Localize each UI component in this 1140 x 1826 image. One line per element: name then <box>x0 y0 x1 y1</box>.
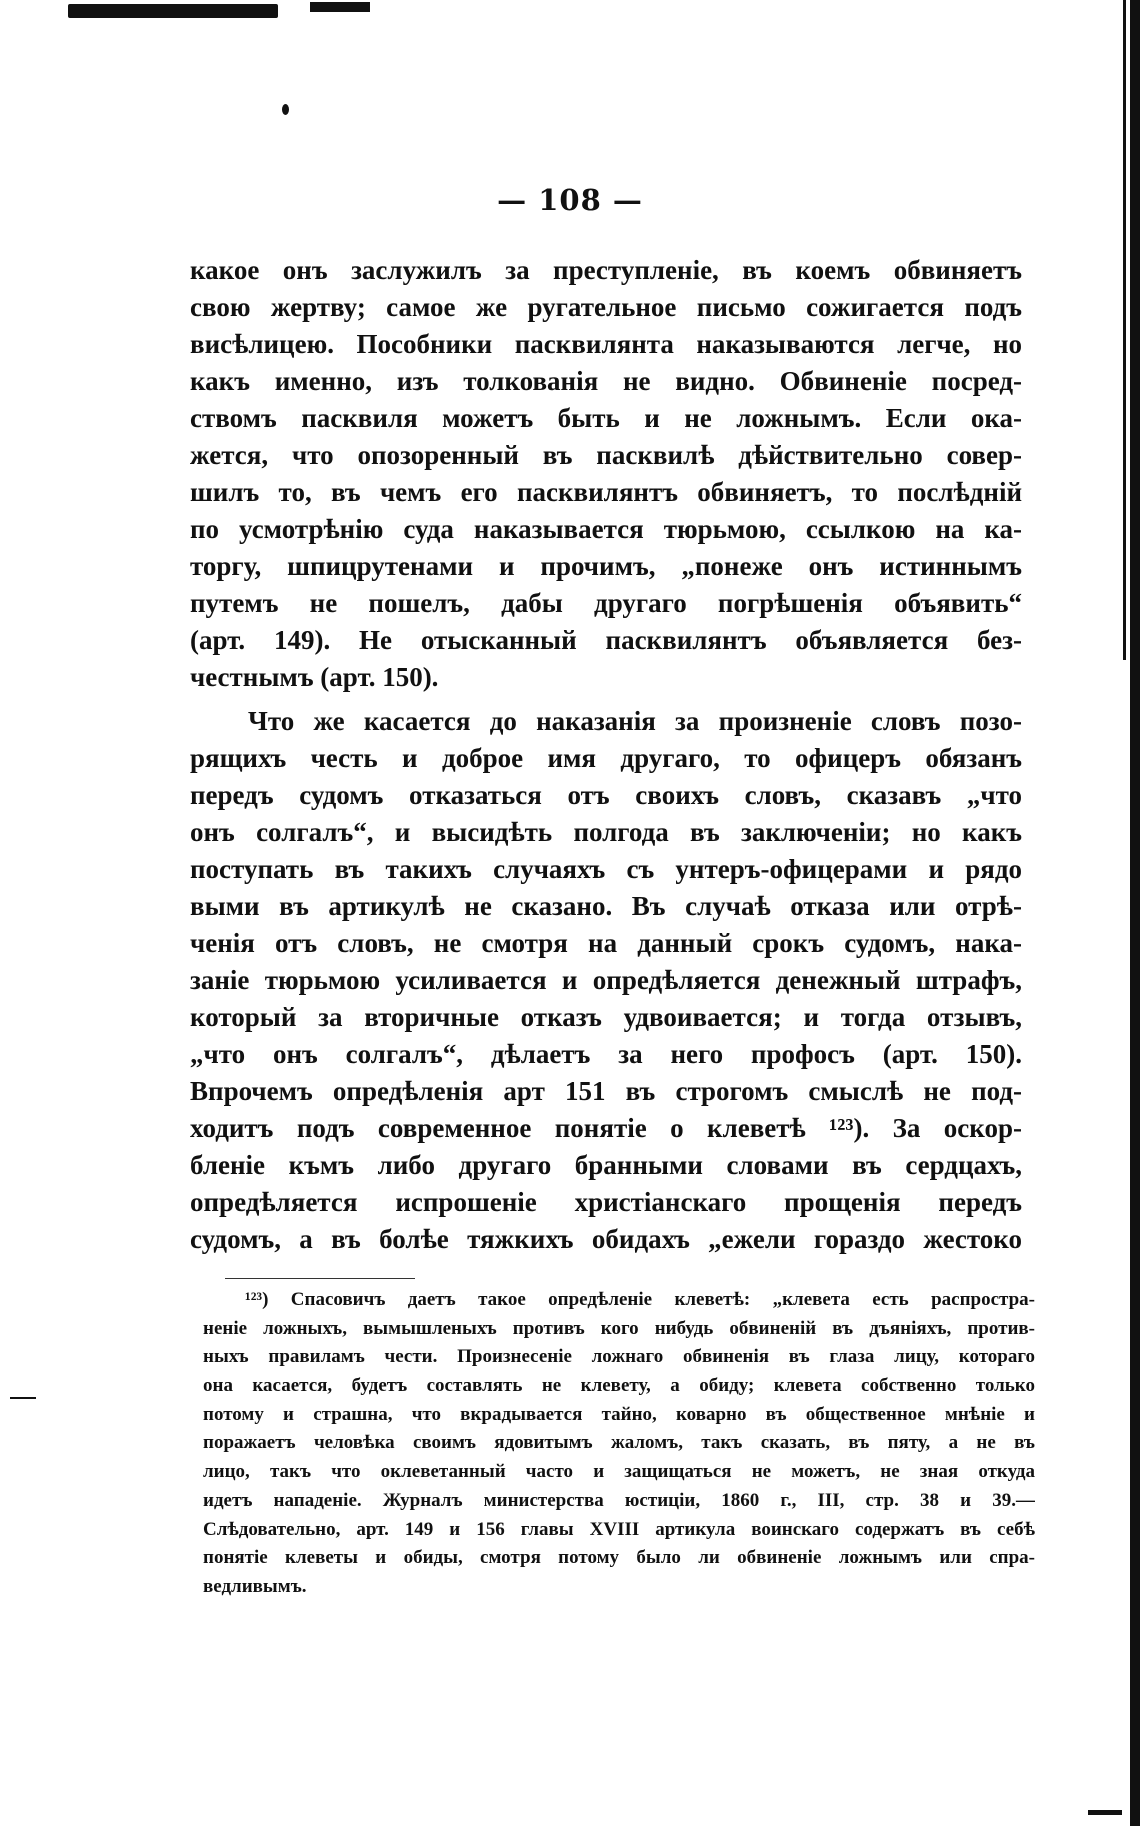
body-line: бленіе къмъ либо другаго бранными словами въ сердцахъ, <box>190 1150 1022 1180</box>
footnote-line: лицо, такъ что оклеветанный часто и защищаться не можетъ, не зная откуда <box>203 1461 1035 1483</box>
body-line: ходитъ подъ современное понятіе о клеветѣ ¹²³). За оскор- <box>190 1113 1022 1143</box>
footnote-line: поражаетъ человѣка своимъ ядовитымъ жаломъ, такъ сказать, въ пяту, а не въ <box>203 1432 1035 1454</box>
footnote-line: понятіе клеветы и обиды, смотря потому было ли обвиненіе ложнымъ или спра- <box>203 1547 1035 1569</box>
body-line: ствомъ пасквиля можетъ быть и не ложнымъ. Если ока- <box>190 403 1022 433</box>
footnote-line: ныхъ правиламъ чести. Произнесеніе ложнаго обвиненія въ глаза лицу, котораго <box>203 1346 1035 1368</box>
body-line: жется, что опозоренный въ пасквилѣ дѣйствительно совер- <box>190 440 1022 470</box>
body-line: выми въ артикулѣ не сказано. Въ случаѣ отказа или отрѣ- <box>190 891 1022 921</box>
body-line: заніе тюрьмою усиливается и опредѣляется денежный штрафъ, <box>190 965 1022 995</box>
body-line: какъ именно, изъ толкованія не видно. Обвиненіе посред- <box>190 366 1022 396</box>
page-number: — 108 — <box>497 183 643 217</box>
body-text-block-2 <box>190 703 1022 1258</box>
footnote-line: потому и страшна, что вкрадывается тайно, коварно въ общественное мнѣніе и <box>203 1403 1035 1425</box>
footnote-line: она касается, будетъ составлять не клевету, а обиду; клевета собственно только <box>203 1375 1035 1397</box>
footnote-separator <box>225 1278 415 1279</box>
body-line: передъ судомъ отказаться отъ своихъ словъ, сказавъ „что <box>190 780 1022 810</box>
body-line: честнымъ (арт. 150). <box>190 662 439 692</box>
scan-edge-right <box>1130 0 1140 1826</box>
body-line: судомъ, а въ болѣе тяжкихъ обидахъ „ежели гораздо жестоко <box>190 1224 1022 1254</box>
body-line: поступать въ такихъ случаяхъ съ унтеръ-офицерами и рядо <box>190 854 1022 884</box>
body-line: свою жертву; самое же ругательное письмо сожигается подъ <box>190 292 1022 322</box>
body-line: висѣлицею. Пособники пасквилянта наказываются легче, но <box>190 329 1022 359</box>
scan-artifact-bottom-right <box>1088 1810 1122 1815</box>
scan-artifact-dash <box>10 1397 36 1399</box>
footnote-line: ведливымъ. <box>203 1575 307 1597</box>
body-line: шилъ то, въ чемъ его пасквилянтъ обвиняетъ, то послѣдній <box>190 477 1022 507</box>
footnote-block <box>203 1286 1035 1602</box>
body-line: по усмотрѣнію суда наказывается тюрьмою, ссылкою на ка- <box>190 514 1022 544</box>
scan-artifact-dot <box>282 104 289 115</box>
scan-artifact-top-center <box>310 2 370 12</box>
body-line: Что же касается до наказанія за произненіе словъ позо- <box>248 706 1022 736</box>
body-line: „что онъ солгалъ“, дѣлаетъ за него профосъ (арт. 150). <box>190 1039 1022 1069</box>
body-line: (арт. 149). Не отысканный пасквилянтъ объявляется без- <box>190 625 1022 655</box>
footnote-line: идетъ нападеніе. Журналъ министерства юстиціи, 1860 г., III, стр. 38 и 39.— <box>203 1489 1035 1511</box>
scan-artifact-top-left <box>68 4 278 18</box>
scan-artifact-right-rule <box>1123 0 1126 660</box>
body-line: рящихъ честь и доброе имя другаго, то офицеръ обязанъ <box>190 743 1022 773</box>
body-line: путемъ не пошелъ, дабы другаго погрѣшенія объявить“ <box>190 588 1022 618</box>
footnote-line: Слѣдовательно, арт. 149 и 156 главы XVIII артикула воинскаго содержатъ въ себѣ <box>203 1518 1035 1540</box>
body-line: какое онъ заслужилъ за преступленіе, въ коемъ обвиняетъ <box>190 255 1022 285</box>
body-line: который за вторичные отказъ удвоивается; и тогда отзывъ, <box>190 1002 1022 1032</box>
body-line: опредѣляется испрошеніе христіанскаго прощенія передъ <box>190 1187 1022 1217</box>
body-line: торгу, шпицрутенами и прочимъ, „понеже онъ истиннымъ <box>190 551 1022 581</box>
body-line: Впрочемъ опредѣленія арт 151 въ строгомъ смыслѣ не под- <box>190 1076 1022 1106</box>
body-text-block-1 <box>190 252 1022 696</box>
footnote-line: неніе ложныхъ, вымышленыхъ противъ кого нибудь обвиненій въ дъяніяхъ, против- <box>203 1317 1035 1339</box>
body-line: ченія отъ словъ, не смотря на данный срокъ судомъ, нака- <box>190 928 1022 958</box>
footnote-line: ¹²³) Спасовичъ даетъ такое опредѣленіе клеветѣ: „клевета есть распростра- <box>245 1289 1035 1310</box>
body-line: онъ солгалъ“, и высидѣть полгода въ заключеніи; но какъ <box>190 817 1022 847</box>
